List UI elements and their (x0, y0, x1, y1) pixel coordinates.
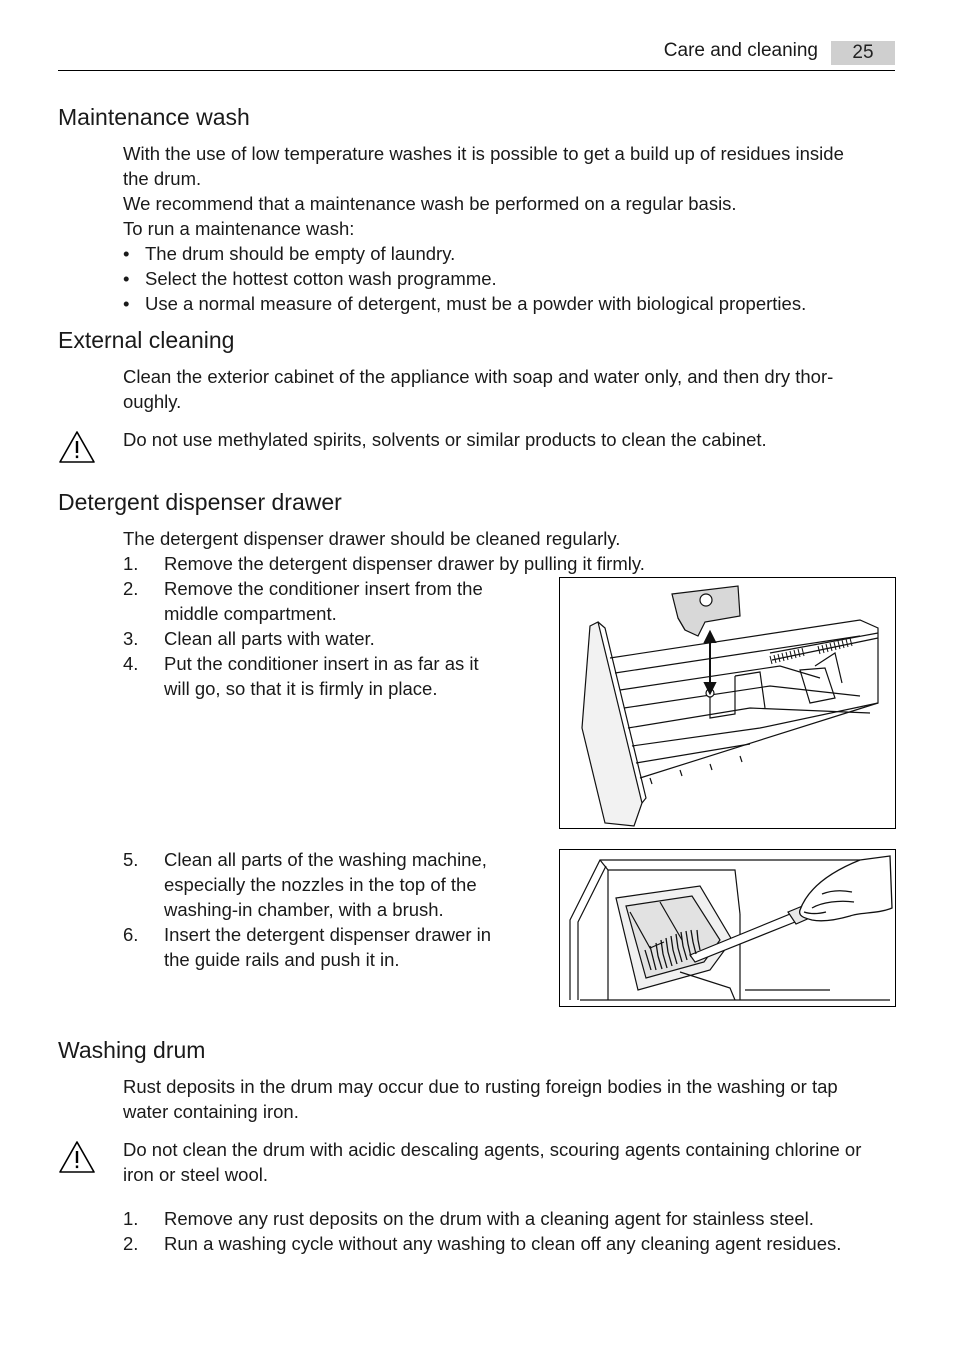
drum-paragraph-line: Rust deposits in the drum may occur due to rusting foreign bodies in the washing or tap (123, 1076, 838, 1097)
step-text: Remove any rust deposits on the drum with a cleaning agent for stainless steel. (164, 1208, 814, 1229)
step-text: Remove the detergent dispenser drawer by pulling it firmly. (164, 553, 645, 574)
step-text: washing-in chamber, with a brush. (164, 899, 444, 920)
step-text: the guide rails and push it in. (164, 949, 400, 970)
running-header: Care and cleaning (663, 40, 818, 61)
external-paragraph-line: oughly. (123, 391, 182, 412)
brush-cleaning-illustration (559, 849, 896, 1007)
step-text: Remove the conditioner insert from the (164, 578, 483, 599)
step-number: 2. (123, 578, 139, 599)
dispenser-drawer-illustration (559, 577, 896, 829)
step-text: especially the nozzles in the top of the (164, 874, 477, 895)
bullet-marker: • (123, 268, 130, 289)
heading-external-cleaning: External cleaning (58, 327, 235, 353)
step-text: Clean all parts with water. (164, 628, 375, 649)
step-number: 6. (123, 924, 139, 945)
step-text: Clean all parts of the washing machine, (164, 849, 487, 870)
step-number: 1. (123, 1208, 139, 1229)
step-number: 1. (123, 553, 139, 574)
bullet-marker: • (123, 293, 130, 314)
brush-cleaning-drawing (560, 850, 895, 1006)
bullet-item: Select the hottest cotton wash programme. (145, 268, 497, 289)
header-rule (58, 70, 895, 71)
maintenance-paragraph-line: With the use of low temperature washes it is possible to get a build up of residues inside (123, 143, 844, 164)
step-text: Run a washing cycle without any washing to clean off any cleaning agent residues. (164, 1233, 842, 1254)
page-number: 25 (831, 41, 895, 65)
drum-warning-line: iron or steel wool. (123, 1164, 268, 1185)
heading-maintenance-wash: Maintenance wash (58, 104, 250, 130)
bullet-item: The drum should be empty of laundry. (145, 243, 456, 264)
step-text: will go, so that it is firmly in place. (164, 678, 438, 699)
bullet-marker: • (123, 243, 130, 264)
dispenser-intro: The detergent dispenser drawer should be cleaned regularly. (123, 528, 621, 549)
bullet-item: Use a normal measure of detergent, must be a powder with biological properties. (145, 293, 807, 314)
step-text: middle compartment. (164, 603, 337, 624)
step-number: 5. (123, 849, 139, 870)
heading-detergent-dispenser-drawer: Detergent dispenser drawer (58, 489, 342, 515)
step-number: 3. (123, 628, 139, 649)
step-number: 4. (123, 653, 139, 674)
warning-triangle-icon (58, 430, 96, 464)
step-text: Put the conditioner insert in as far as it (164, 653, 479, 674)
drum-warning-line: Do not clean the drum with acidic descaling agents, scouring agents containing chlorine or (123, 1139, 862, 1160)
external-warning: Do not use methylated spirits, solvents or similar products to clean the cabinet. (123, 429, 767, 450)
step-text: Insert the detergent dispenser drawer in (164, 924, 492, 945)
maintenance-intro: To run a maintenance wash: (123, 218, 355, 239)
external-paragraph-line: Clean the exterior cabinet of the appliance with soap and water only, and then dry thor- (123, 366, 834, 387)
maintenance-recommendation: We recommend that a maintenance wash be performed on a regular basis. (123, 193, 737, 214)
dispenser-drawer-drawing (560, 578, 895, 828)
maintenance-paragraph-line: the drum. (123, 168, 202, 189)
step-number: 2. (123, 1233, 139, 1254)
heading-washing-drum: Washing drum (58, 1037, 206, 1063)
warning-triangle-icon (58, 1140, 96, 1174)
drum-paragraph-line: water containing iron. (123, 1101, 299, 1122)
